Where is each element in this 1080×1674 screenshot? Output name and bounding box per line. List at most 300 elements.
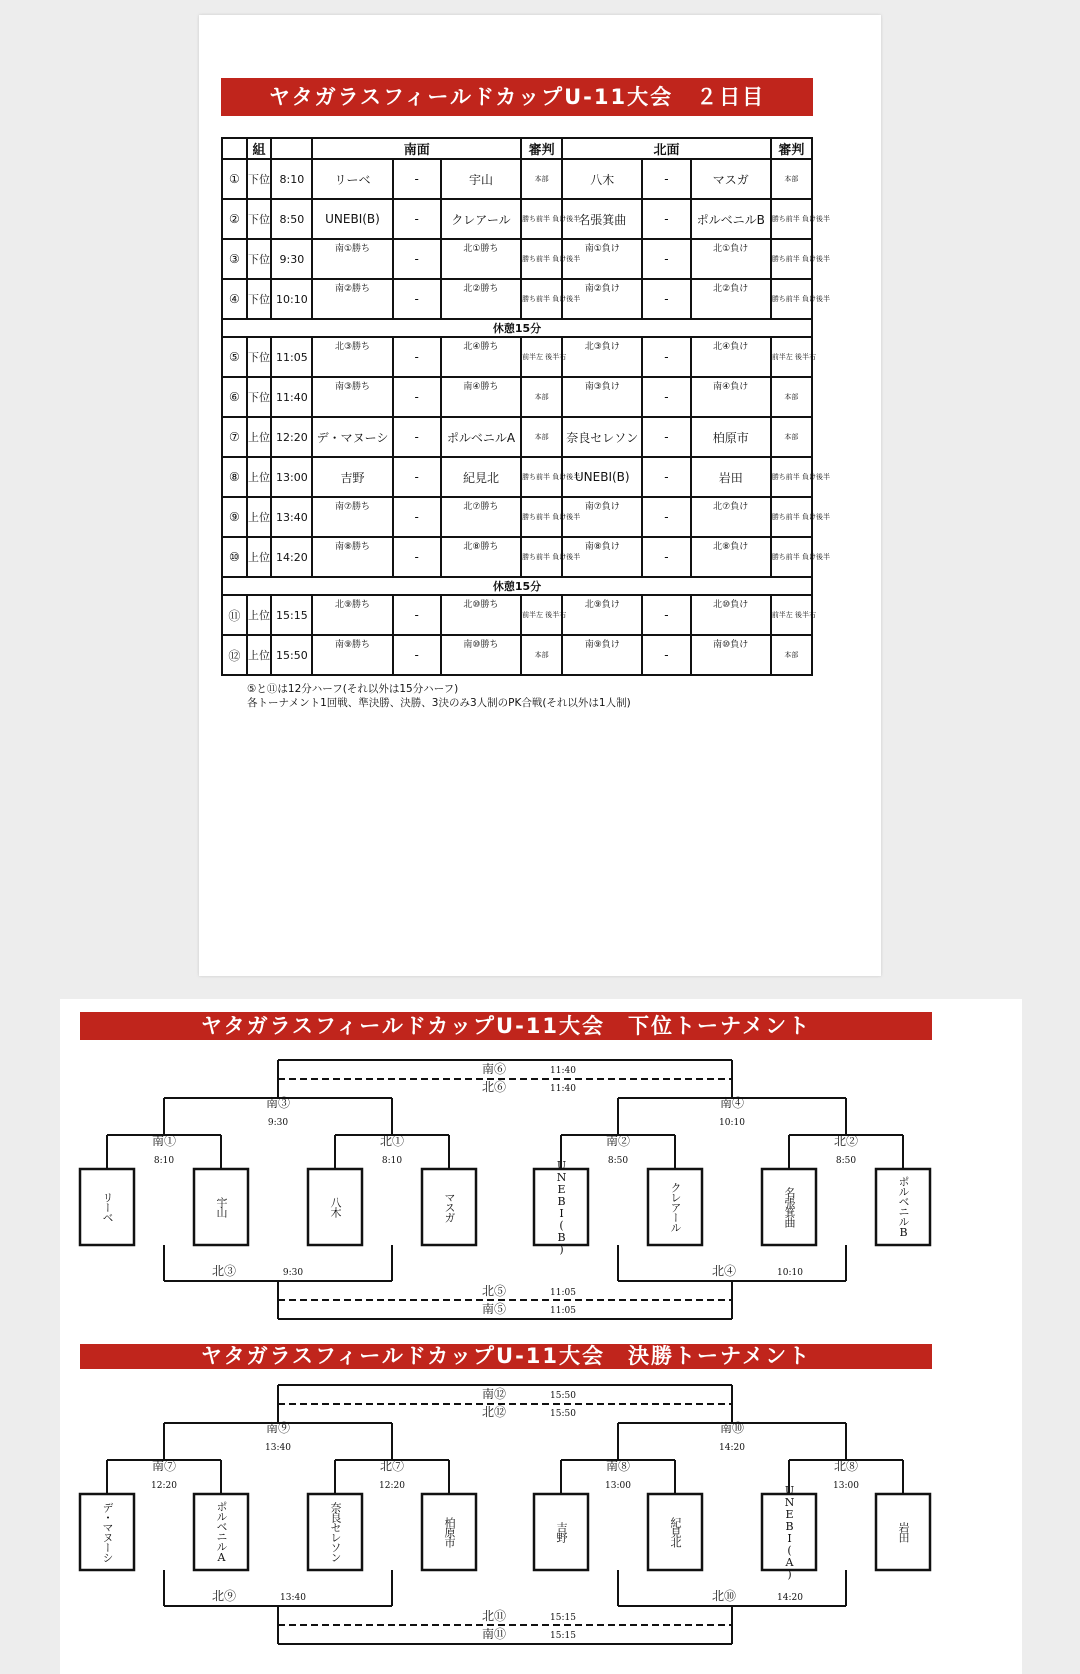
dash (642, 457, 690, 497)
match-row (222, 417, 812, 457)
match-time: 11:05 (550, 1288, 576, 1298)
north-home-team (562, 377, 642, 417)
rank-cell-text: 下位 (247, 351, 270, 364)
dash (393, 635, 441, 675)
dash-text: - (664, 390, 669, 404)
dash-text: - (414, 292, 419, 306)
team-name-box (423, 1170, 475, 1244)
dash-text: - (414, 648, 419, 662)
north-home-team-placeholder: 北⑨負け (584, 600, 620, 610)
time-cell (271, 457, 312, 497)
north-away-team (691, 497, 771, 537)
south-referee (521, 239, 581, 279)
dash-text: - (414, 252, 419, 266)
north-referee (771, 417, 812, 457)
team-name-box (649, 1170, 701, 1244)
match-row (222, 159, 812, 199)
team-name: リーベ (101, 1192, 114, 1222)
match-number (222, 377, 247, 417)
team-name-box (81, 1495, 133, 1569)
match-label: 北① (379, 1134, 405, 1148)
dash-text: - (414, 430, 419, 444)
time-cell (271, 377, 312, 417)
match-label: 南③ (265, 1096, 291, 1110)
match-label: 北⑫ (481, 1405, 506, 1419)
dash-text: - (414, 212, 419, 226)
south-home-team-placeholder: 南⑧勝ち (334, 542, 371, 552)
north-referee (771, 377, 812, 417)
match-label: 北③ (211, 1264, 236, 1278)
north-home-team (562, 417, 642, 457)
team-name: UNEBI(B) (555, 1159, 568, 1255)
rank-cell (247, 159, 272, 199)
south-away-team-text: ポルベニルA (446, 430, 516, 445)
dash (642, 279, 690, 319)
team-name: マスガ (443, 1192, 456, 1222)
team-name: ポルベニルA (215, 1501, 228, 1563)
south-referee-text: 本部 (534, 393, 549, 401)
rank-cell (247, 279, 272, 319)
dash-text: - (664, 212, 669, 226)
dash (393, 595, 441, 635)
south-away-team-text: 紀見北 (462, 470, 499, 485)
north-referee (771, 159, 812, 199)
south-home-team-placeholder: 北⑨勝ち (334, 600, 371, 610)
team-name: 名張箕曲 (783, 1187, 796, 1227)
north-away-team-text: 岩田 (718, 470, 743, 485)
south-referee-text: 本部 (534, 433, 549, 441)
rank-cell-text: 上位 (247, 471, 270, 484)
north-referee (771, 279, 831, 319)
dash (642, 595, 690, 635)
south-home-team (312, 497, 392, 537)
match-time: 14:20 (719, 1443, 745, 1453)
south-away-team-placeholder: 北①勝ち (463, 244, 499, 254)
team-name-box (195, 1170, 247, 1244)
time-cell-text: 13:00 (276, 470, 308, 484)
time-cell (271, 635, 312, 675)
north-home-team (562, 497, 642, 537)
south-away-team (441, 497, 521, 537)
south-away-team-placeholder: 北②勝ち (463, 284, 499, 294)
south-home-team (312, 635, 392, 675)
time-cell (271, 595, 312, 635)
match-number-text: ⑥ (228, 390, 240, 404)
dash-text: - (664, 550, 669, 564)
south-referee (521, 159, 562, 199)
team-name: 紀見北 (669, 1517, 682, 1547)
match-time: 12:20 (151, 1481, 177, 1491)
match-time: 8:50 (835, 1156, 857, 1166)
north-home-team (562, 199, 642, 239)
match-number-text: ⑫ (228, 648, 241, 663)
rank-cell-text: 上位 (247, 649, 270, 662)
north-referee (771, 497, 831, 537)
south-header: 南面 (312, 138, 521, 159)
north-referee-text: 本部 (784, 651, 799, 659)
match-number-text: ⑧ (228, 470, 240, 484)
match-number (222, 337, 247, 377)
south-home-team-placeholder: 北③勝ち (334, 342, 371, 352)
south-away-team (441, 417, 521, 457)
referee-header: 審判 (771, 138, 812, 159)
team-name-box (649, 1495, 701, 1569)
south-referee (521, 279, 581, 319)
south-away-team (441, 635, 521, 675)
dash (642, 417, 690, 457)
time-cell-text: 13:40 (276, 510, 308, 524)
north-away-team (691, 537, 771, 577)
south-referee (521, 377, 562, 417)
dash-text: - (664, 608, 669, 622)
match-row (222, 337, 812, 377)
team-name-box (535, 1495, 587, 1569)
south-home-team-placeholder: 南⑨勝ち (334, 640, 371, 650)
north-away-team-placeholder: 北④負け (713, 342, 749, 352)
south-home-team (312, 417, 392, 457)
south-away-team-text: 宇山 (468, 172, 493, 187)
south-referee (521, 337, 567, 377)
dash-text: - (664, 292, 669, 306)
match-time: 11:05 (550, 1306, 576, 1316)
dash-text: - (414, 172, 419, 186)
dash (642, 497, 690, 537)
north-home-team-text: 八木 (590, 172, 615, 187)
schedule-table (221, 137, 831, 676)
match-time: 13:40 (265, 1443, 291, 1453)
north-home-team (562, 635, 642, 675)
south-away-team-text: クレアール (451, 212, 511, 227)
south-away-team-placeholder: 北⑩勝ち (463, 600, 499, 610)
south-home-team (312, 595, 392, 635)
south-referee-text: 勝ち前半 負け後半 (522, 295, 581, 303)
match-row (222, 377, 812, 417)
north-referee-text: 勝ち前半 負け後半 (771, 215, 831, 223)
dash (642, 199, 690, 239)
match-number (222, 595, 247, 635)
south-home-team (312, 337, 392, 377)
match-label: 南⑤ (481, 1302, 506, 1316)
north-away-team (691, 417, 771, 457)
south-away-team-placeholder: 北⑦勝ち (463, 502, 499, 512)
north-home-team (562, 537, 642, 577)
team-name-box (877, 1170, 929, 1244)
north-referee-text: 本部 (784, 433, 799, 441)
north-home-team-placeholder: 南⑦負け (584, 502, 620, 512)
time-cell (271, 337, 312, 377)
north-referee (771, 199, 831, 239)
south-referee-text: 勝ち前半 負け後半 (522, 473, 581, 481)
schedule-page (199, 15, 881, 976)
match-label: 北⑩ (711, 1589, 736, 1603)
south-home-team (312, 457, 392, 497)
north-referee-text: 本部 (784, 393, 799, 401)
match-number-text: ② (228, 212, 240, 226)
south-referee (521, 635, 562, 675)
time-cell (271, 199, 312, 239)
match-time: 15:50 (550, 1409, 576, 1419)
time-cell-text: 14:20 (276, 550, 308, 564)
north-referee (771, 595, 817, 635)
bracket-diagram (60, 999, 1022, 1674)
match-label: 北② (833, 1134, 859, 1148)
north-referee-text: 勝ち前半 負け後半 (771, 553, 831, 561)
team-name: 宇山 (215, 1197, 228, 1217)
header-row (222, 138, 812, 159)
north-referee (771, 337, 817, 377)
dash (393, 239, 441, 279)
south-home-team-placeholder: 南②勝ち (334, 284, 371, 294)
match-time: 15:15 (550, 1613, 576, 1623)
day2-title: ヤタガラスフィールドカップU-11大会 ２日目 (221, 78, 813, 116)
match-row (222, 279, 812, 319)
dash-text: - (664, 510, 669, 524)
south-referee (521, 497, 581, 537)
team-name-box (81, 1170, 133, 1244)
match-number-text: ⑤ (228, 350, 240, 364)
match-time: 8:50 (607, 1156, 629, 1166)
match-time: 15:50 (550, 1391, 576, 1401)
match-time: 12:20 (379, 1481, 405, 1491)
match-label: 南⑥ (481, 1062, 506, 1076)
time-cell-text: 11:40 (276, 390, 308, 404)
team-name: 柏原市 (443, 1517, 456, 1547)
match-time: 14:20 (777, 1593, 803, 1603)
south-referee (521, 595, 567, 635)
match-time: 11:40 (550, 1066, 576, 1076)
south-away-team (441, 595, 521, 635)
team-name-box (309, 1170, 361, 1244)
south-away-team (441, 377, 521, 417)
north-home-team-text: UNEBI(B) (574, 470, 630, 484)
dash (642, 159, 690, 199)
south-referee-text: 勝ち前半 負け後半 (522, 215, 581, 223)
north-referee (771, 239, 831, 279)
match-label: 北⑨ (211, 1589, 236, 1603)
rank-cell-text: 下位 (247, 391, 270, 404)
dash-text: - (414, 608, 419, 622)
team-name: UNEBI(A) (783, 1484, 796, 1580)
north-home-team (562, 595, 642, 635)
match-row (222, 595, 812, 635)
rank-cell (247, 497, 272, 537)
team-name: ポルベニルB (897, 1176, 910, 1238)
north-referee (771, 537, 831, 577)
match-number-text: ③ (228, 252, 240, 266)
dash-text: - (664, 470, 669, 484)
north-away-team (691, 595, 771, 635)
dash-text: - (414, 350, 419, 364)
time-cell-text: 8:10 (279, 172, 305, 186)
time-cell-text: 12:20 (276, 430, 308, 444)
south-referee (521, 457, 581, 497)
time-cell (271, 417, 312, 457)
match-number (222, 537, 247, 577)
time-cell-text: 9:30 (279, 252, 305, 266)
south-referee (521, 199, 581, 239)
match-number-text: ⑩ (228, 550, 240, 564)
match-label: 南⑨ (265, 1421, 291, 1435)
north-away-team (691, 337, 771, 377)
south-away-team (441, 239, 521, 279)
north-home-team-placeholder: 南①負け (584, 244, 620, 254)
time-cell-text: 11:05 (276, 350, 308, 364)
dash (393, 159, 441, 199)
south-home-team-text: デ・マヌーシ (316, 430, 389, 445)
north-away-team-placeholder: 南⑩負け (713, 640, 749, 650)
north-away-team-placeholder: 北②負け (713, 284, 749, 294)
note-line: ⑤と⑪は12分ハーフ(それ以外は15分ハーフ) (247, 683, 459, 695)
north-home-team (562, 337, 642, 377)
dash (642, 537, 690, 577)
match-row (222, 635, 812, 675)
match-time: 13:00 (605, 1481, 631, 1491)
dash-text: - (414, 470, 419, 484)
north-away-team-placeholder: 北⑩負け (713, 600, 749, 610)
south-away-team (441, 159, 521, 199)
match-label: 北⑪ (481, 1609, 506, 1623)
south-away-team (441, 279, 521, 319)
team-name-box (877, 1495, 929, 1569)
match-label: 北⑥ (481, 1080, 506, 1094)
south-referee-text: 勝ち前半 負け後半 (522, 513, 581, 521)
north-away-team (691, 635, 771, 675)
team-name-box (535, 1159, 587, 1255)
team-name: 八木 (329, 1197, 342, 1217)
match-label: 南⑧ (605, 1459, 631, 1473)
dash (393, 497, 441, 537)
north-away-team-text: 柏原市 (712, 430, 749, 445)
south-away-team-placeholder: 北⑧勝ち (463, 542, 499, 552)
rank-cell (247, 595, 272, 635)
north-away-team-text: ポルベニルB (696, 212, 765, 227)
dash-text: - (414, 510, 419, 524)
south-home-team (312, 537, 392, 577)
south-home-team-text: UNEBI(B) (325, 212, 380, 226)
lower-tournament-title: ヤタガラスフィールドカップU-11大会 下位トーナメント (80, 1012, 932, 1040)
team-name-box (423, 1495, 475, 1569)
south-home-team-placeholder: 南①勝ち (334, 244, 371, 254)
upper-tournament-title: ヤタガラスフィールドカップU-11大会 決勝トーナメント (80, 1344, 932, 1369)
south-home-team-text: リーベ (334, 172, 371, 187)
south-referee-text: 前半左 後半右 (522, 611, 567, 619)
north-away-team (691, 457, 771, 497)
north-referee (771, 457, 831, 497)
dash-text: - (664, 252, 669, 266)
match-number-text: ⑦ (228, 430, 240, 444)
rank-cell (247, 377, 272, 417)
match-time: 8:10 (381, 1156, 403, 1166)
team-name: 岩田 (897, 1522, 910, 1542)
south-referee-text: 勝ち前半 負け後半 (522, 553, 581, 561)
south-referee-text: 本部 (534, 175, 549, 183)
match-time: 11:40 (550, 1084, 576, 1094)
south-home-team-text: 吉野 (340, 470, 365, 485)
team-name: 奈良セレソン (329, 1502, 342, 1562)
rank-cell-text: 上位 (247, 511, 270, 524)
match-label: 南⑩ (719, 1421, 745, 1435)
team-name-box (763, 1170, 815, 1244)
north-away-team-placeholder: 北⑧負け (713, 542, 749, 552)
south-referee (521, 417, 562, 457)
match-time: 13:40 (280, 1593, 306, 1603)
match-number (222, 417, 247, 457)
break-label: 休憩15分 (222, 577, 812, 595)
south-home-team (312, 239, 392, 279)
match-number (222, 239, 247, 279)
group-header: 組 (247, 138, 272, 159)
notes (247, 682, 631, 710)
south-referee-text: 前半左 後半右 (522, 353, 567, 361)
north-referee-text: 勝ち前半 負け後半 (771, 255, 831, 263)
south-away-team (441, 457, 521, 497)
south-home-team-placeholder: 南③勝ち (334, 382, 371, 392)
time-cell (271, 159, 312, 199)
south-referee-text: 本部 (534, 651, 549, 659)
match-time: 9:30 (282, 1268, 304, 1278)
match-label: 南① (151, 1134, 177, 1148)
break-label: 休憩15分 (222, 319, 812, 337)
north-referee-text: 前半左 後半右 (771, 353, 817, 361)
match-time: 10:10 (777, 1268, 803, 1278)
north-home-team-placeholder: 南③負け (584, 382, 620, 392)
time-cell-text: 10:10 (276, 292, 308, 306)
match-number-text: ④ (228, 292, 240, 306)
rank-cell-text: 上位 (247, 609, 270, 622)
south-home-team (312, 199, 392, 239)
north-home-team (562, 279, 642, 319)
rank-cell (247, 199, 272, 239)
match-label: 南⑦ (151, 1459, 177, 1473)
match-label: 北⑦ (379, 1459, 405, 1473)
south-home-team-placeholder: 南⑦勝ち (334, 502, 371, 512)
rank-cell-text: 下位 (247, 213, 270, 226)
match-label: 南② (605, 1134, 631, 1148)
south-away-team-placeholder: 南⑩勝ち (463, 640, 499, 650)
north-home-team-placeholder: 南⑨負け (584, 640, 620, 650)
dash (393, 337, 441, 377)
time-cell-text: 15:50 (276, 648, 308, 662)
north-referee-text: 勝ち前半 負け後半 (771, 295, 831, 303)
north-away-team (691, 239, 771, 279)
north-away-team-placeholder: 北⑦負け (713, 502, 749, 512)
time-cell (271, 279, 312, 319)
match-label: 北④ (711, 1264, 736, 1278)
rank-cell-text: 上位 (247, 431, 270, 444)
team-name: デ・マヌーシ (101, 1502, 114, 1562)
south-referee-text: 勝ち前半 負け後半 (522, 255, 581, 263)
match-row (222, 537, 812, 577)
north-away-team-placeholder: 南④負け (713, 382, 749, 392)
north-away-team (691, 279, 771, 319)
south-away-team-placeholder: 北④勝ち (463, 342, 499, 352)
match-number-text: ⑨ (228, 510, 240, 524)
south-away-team-placeholder: 南④勝ち (463, 382, 499, 392)
time-cell (271, 497, 312, 537)
match-number (222, 199, 247, 239)
north-referee-text: 勝ち前半 負け後半 (771, 513, 831, 521)
north-referee-text: 勝ち前半 負け後半 (771, 473, 831, 481)
north-referee (771, 635, 812, 675)
north-home-team (562, 159, 642, 199)
north-home-team-placeholder: 北③負け (584, 342, 620, 352)
dash-text: - (664, 430, 669, 444)
match-number-text: ① (228, 172, 240, 186)
match-row (222, 457, 812, 497)
break-row (222, 319, 812, 337)
dash (642, 239, 690, 279)
match-time: 9:30 (267, 1118, 289, 1128)
